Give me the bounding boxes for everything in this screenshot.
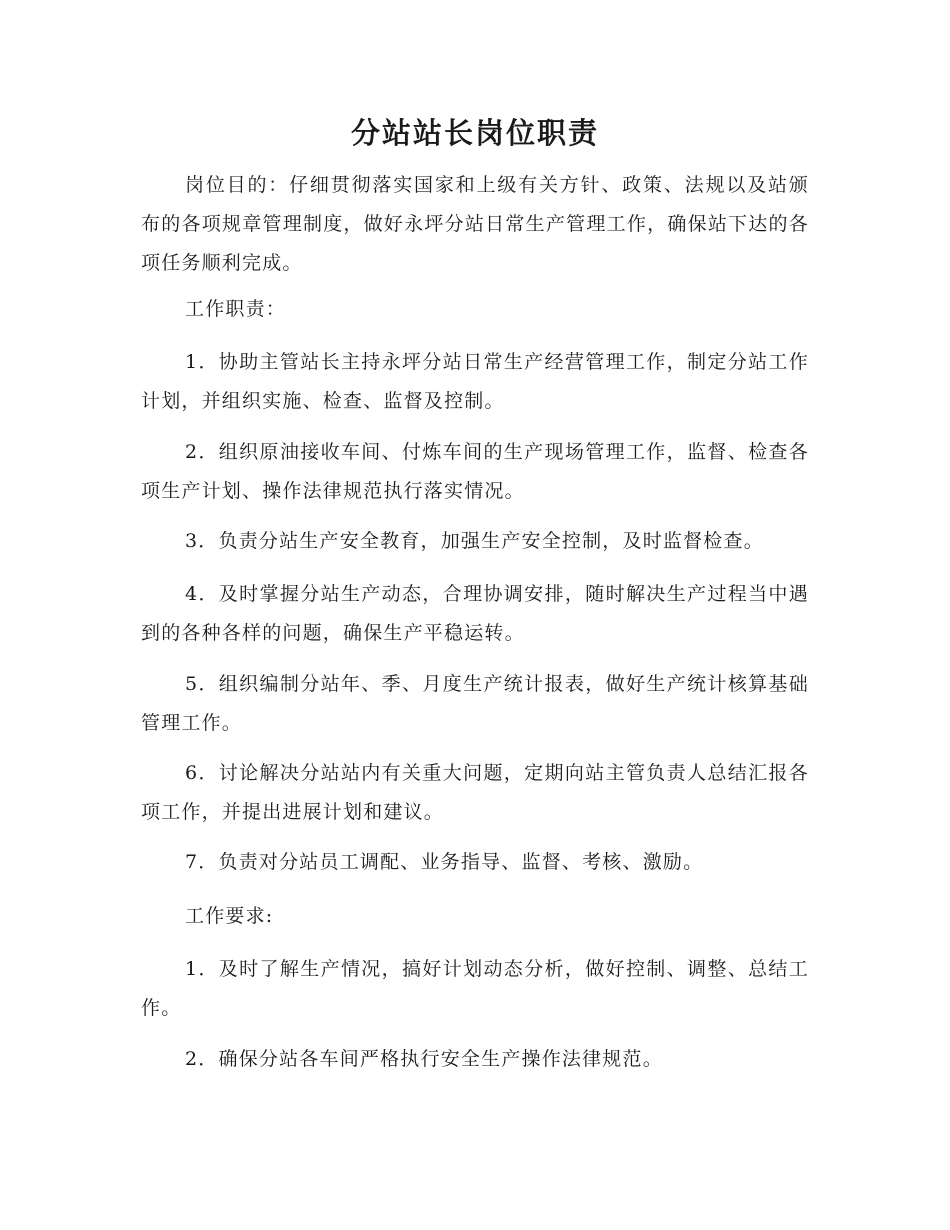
- requirement-item-1: 1．及时了解生产情况，搞好计划动态分析，做好控制、调整、总结工作。: [141, 958, 809, 1019]
- requirements-heading: 工作要求:: [185, 905, 274, 927]
- duty-item-4: 4．及时掌握分站生产动态，合理协调安排，随时解决生产过程当中遇到的各种各样的问题，确保生产平稳运转。: [141, 583, 809, 644]
- duty-item-1: 1．协助主管站长主持永坪分站日常生产经营管理工作，制定分站工作计划，并组织实施、检查、监督及控制。: [141, 351, 809, 412]
- duties-heading: 工作职责：: [185, 298, 287, 320]
- duty-item-7: 7．负责对分站员工调配、业务指导、监督、考核、激励。: [185, 851, 704, 873]
- duty-item-5: 5．组织编制分站年、季、月度生产统计报表，做好生产统计核算基础管理工作。: [141, 673, 809, 734]
- duty-item-2: 2．组织原油接收车间、付炼车间的生产现场管理工作，监督、检查各项生产计划、操作法律规范执行落实情况。: [141, 441, 809, 502]
- duty-item-3: 3．负责分站生产安全教育，加强生产安全控制，及时监督检查。: [185, 530, 764, 552]
- purpose-paragraph: 岗位目的：仔细贯彻落实国家和上级有关方针、政策、法规以及站颁布的各项规章管理制度，做好永坪分站日常生产管理工作，确保站下达的各项任务顺利完成。: [141, 174, 809, 274]
- requirement-item-2: 2．确保分站各车间严格执行安全生产操作法律规范。: [185, 1048, 663, 1070]
- document-title: 分站站长岗位职责: [350, 116, 599, 150]
- duty-item-6: 6．讨论解决分站站内有关重大问题，定期向站主管负责人总结汇报各项工作，并提出进展计划和建议。: [141, 762, 809, 823]
